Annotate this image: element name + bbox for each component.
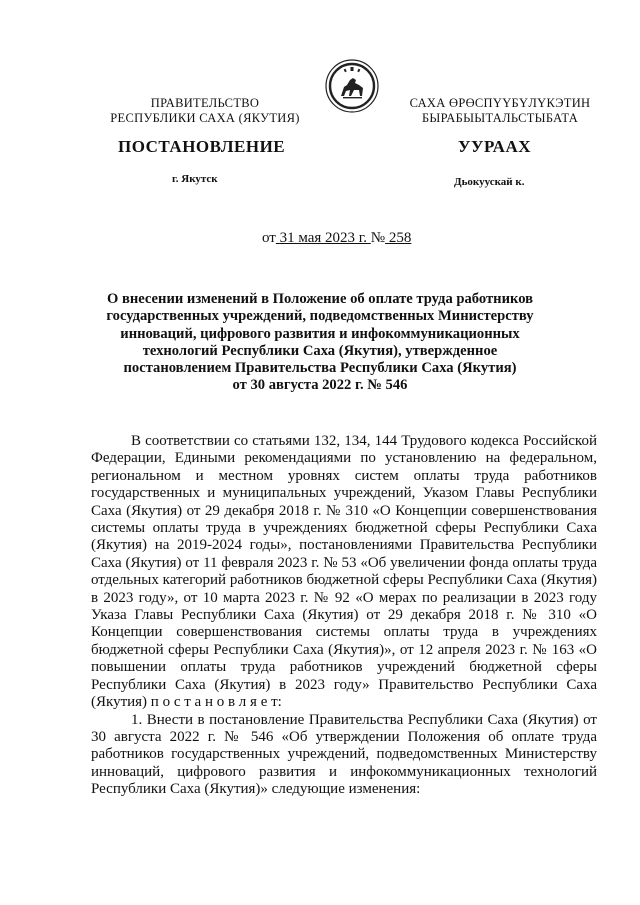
date-value: 31 мая 2023 г. <box>275 230 371 246</box>
title-line: от 30 августа 2022 г. № 546 <box>232 377 408 394</box>
title-line: технологий Республики Саха (Якутия), утвержденное <box>142 342 498 359</box>
city-right: Дьокуускай к. <box>454 176 525 188</box>
title-line: О внесении изменений в Положение об оплате труда работников <box>106 291 534 307</box>
document-body <box>91 433 597 799</box>
header-right-line1: САХА ӨРӨСПҮҮБҮЛҮКЭТИН <box>409 96 591 110</box>
header-left-line1: ПРАВИТЕЛЬСТВО <box>150 96 260 110</box>
document-title <box>90 291 550 395</box>
date-line <box>262 230 411 247</box>
body-paragraph-2: 1. Внести в постановление Правительства Республики Саха (Якутия) от 30 августа 2022 г. № 546 «Об утверждении Положения об оплате труда работников государственных учреждений, подведомственных Министерству инноваций, цифрового развития и инфокоммуникационных технологий Республики Саха (Якутия)» следующие изменения: <box>91 711 597 798</box>
doc-type-right: УУРААХ <box>458 137 531 156</box>
doc-type-left: ПОСТАНОВЛЕНИЕ <box>118 137 286 156</box>
header-left <box>100 96 310 126</box>
title-line: постановлением Правительства Республики Саха (Якутия) <box>123 360 517 377</box>
city-left: г. Якутск <box>172 173 218 185</box>
date-prefix: от <box>262 230 276 246</box>
header-right-line2: БЫРАБЫЫТАЛЬСТЫБАТА <box>421 111 579 125</box>
body-paragraph-1: В соответствии со статьями 132, 134, 144 Трудового кодекса Российской Федерации, Едиными рекомендациями по установлению на федеральном, региональном и местном уровнях систем оплаты труда работников государственных и муниципальных учреждений, Указом Главы Республики Саха (Якутия) от 29 декабря 2018 г. № 310 «О Концепции совершенствования системы оплаты труда в учреждениях бюджетной сферы Республики Саха (Якутия) на 2019-2024 годы», постановлениями Правительства Республики Саха (Якутия) от 11 февраля 2023 г. № 53 «Об увеличении фонда оплаты труда отдельных категорий работников бюджетной сферы Республики Саха (Якутия) в 2023 году», от 10 марта 2023 г. № 92 «О мерах по реализации в 2023 году Указа Главы Республики Саха (Якутия) от 29 декабря 2018 г. № 310 «О Концепции совершенствования системы оплаты труда в учреждениях бюджетной сферы Республики Саха (Якутия)», от 12 апреля 2023 г. № 163 «О повышении оплаты труда работников учреждений бюджетной сферы Республики Саха (Якутия) в 2023 году» Правительство Республики Саха (Якутия) п о с т а н о в л я е т: <box>91 433 597 711</box>
header-left-line2: РЕСПУБЛИКИ САХА (ЯКУТИЯ) <box>110 111 300 125</box>
header-right <box>392 96 608 126</box>
doc-number: 258 <box>385 230 412 246</box>
title-line: инноваций, цифрового развития и инфокоммуникационных <box>120 325 520 342</box>
number-prefix: № <box>370 230 386 246</box>
title-line: государственных учреждений, подведомственных Министерству <box>106 308 534 325</box>
coat-of-arms-icon <box>324 58 380 114</box>
